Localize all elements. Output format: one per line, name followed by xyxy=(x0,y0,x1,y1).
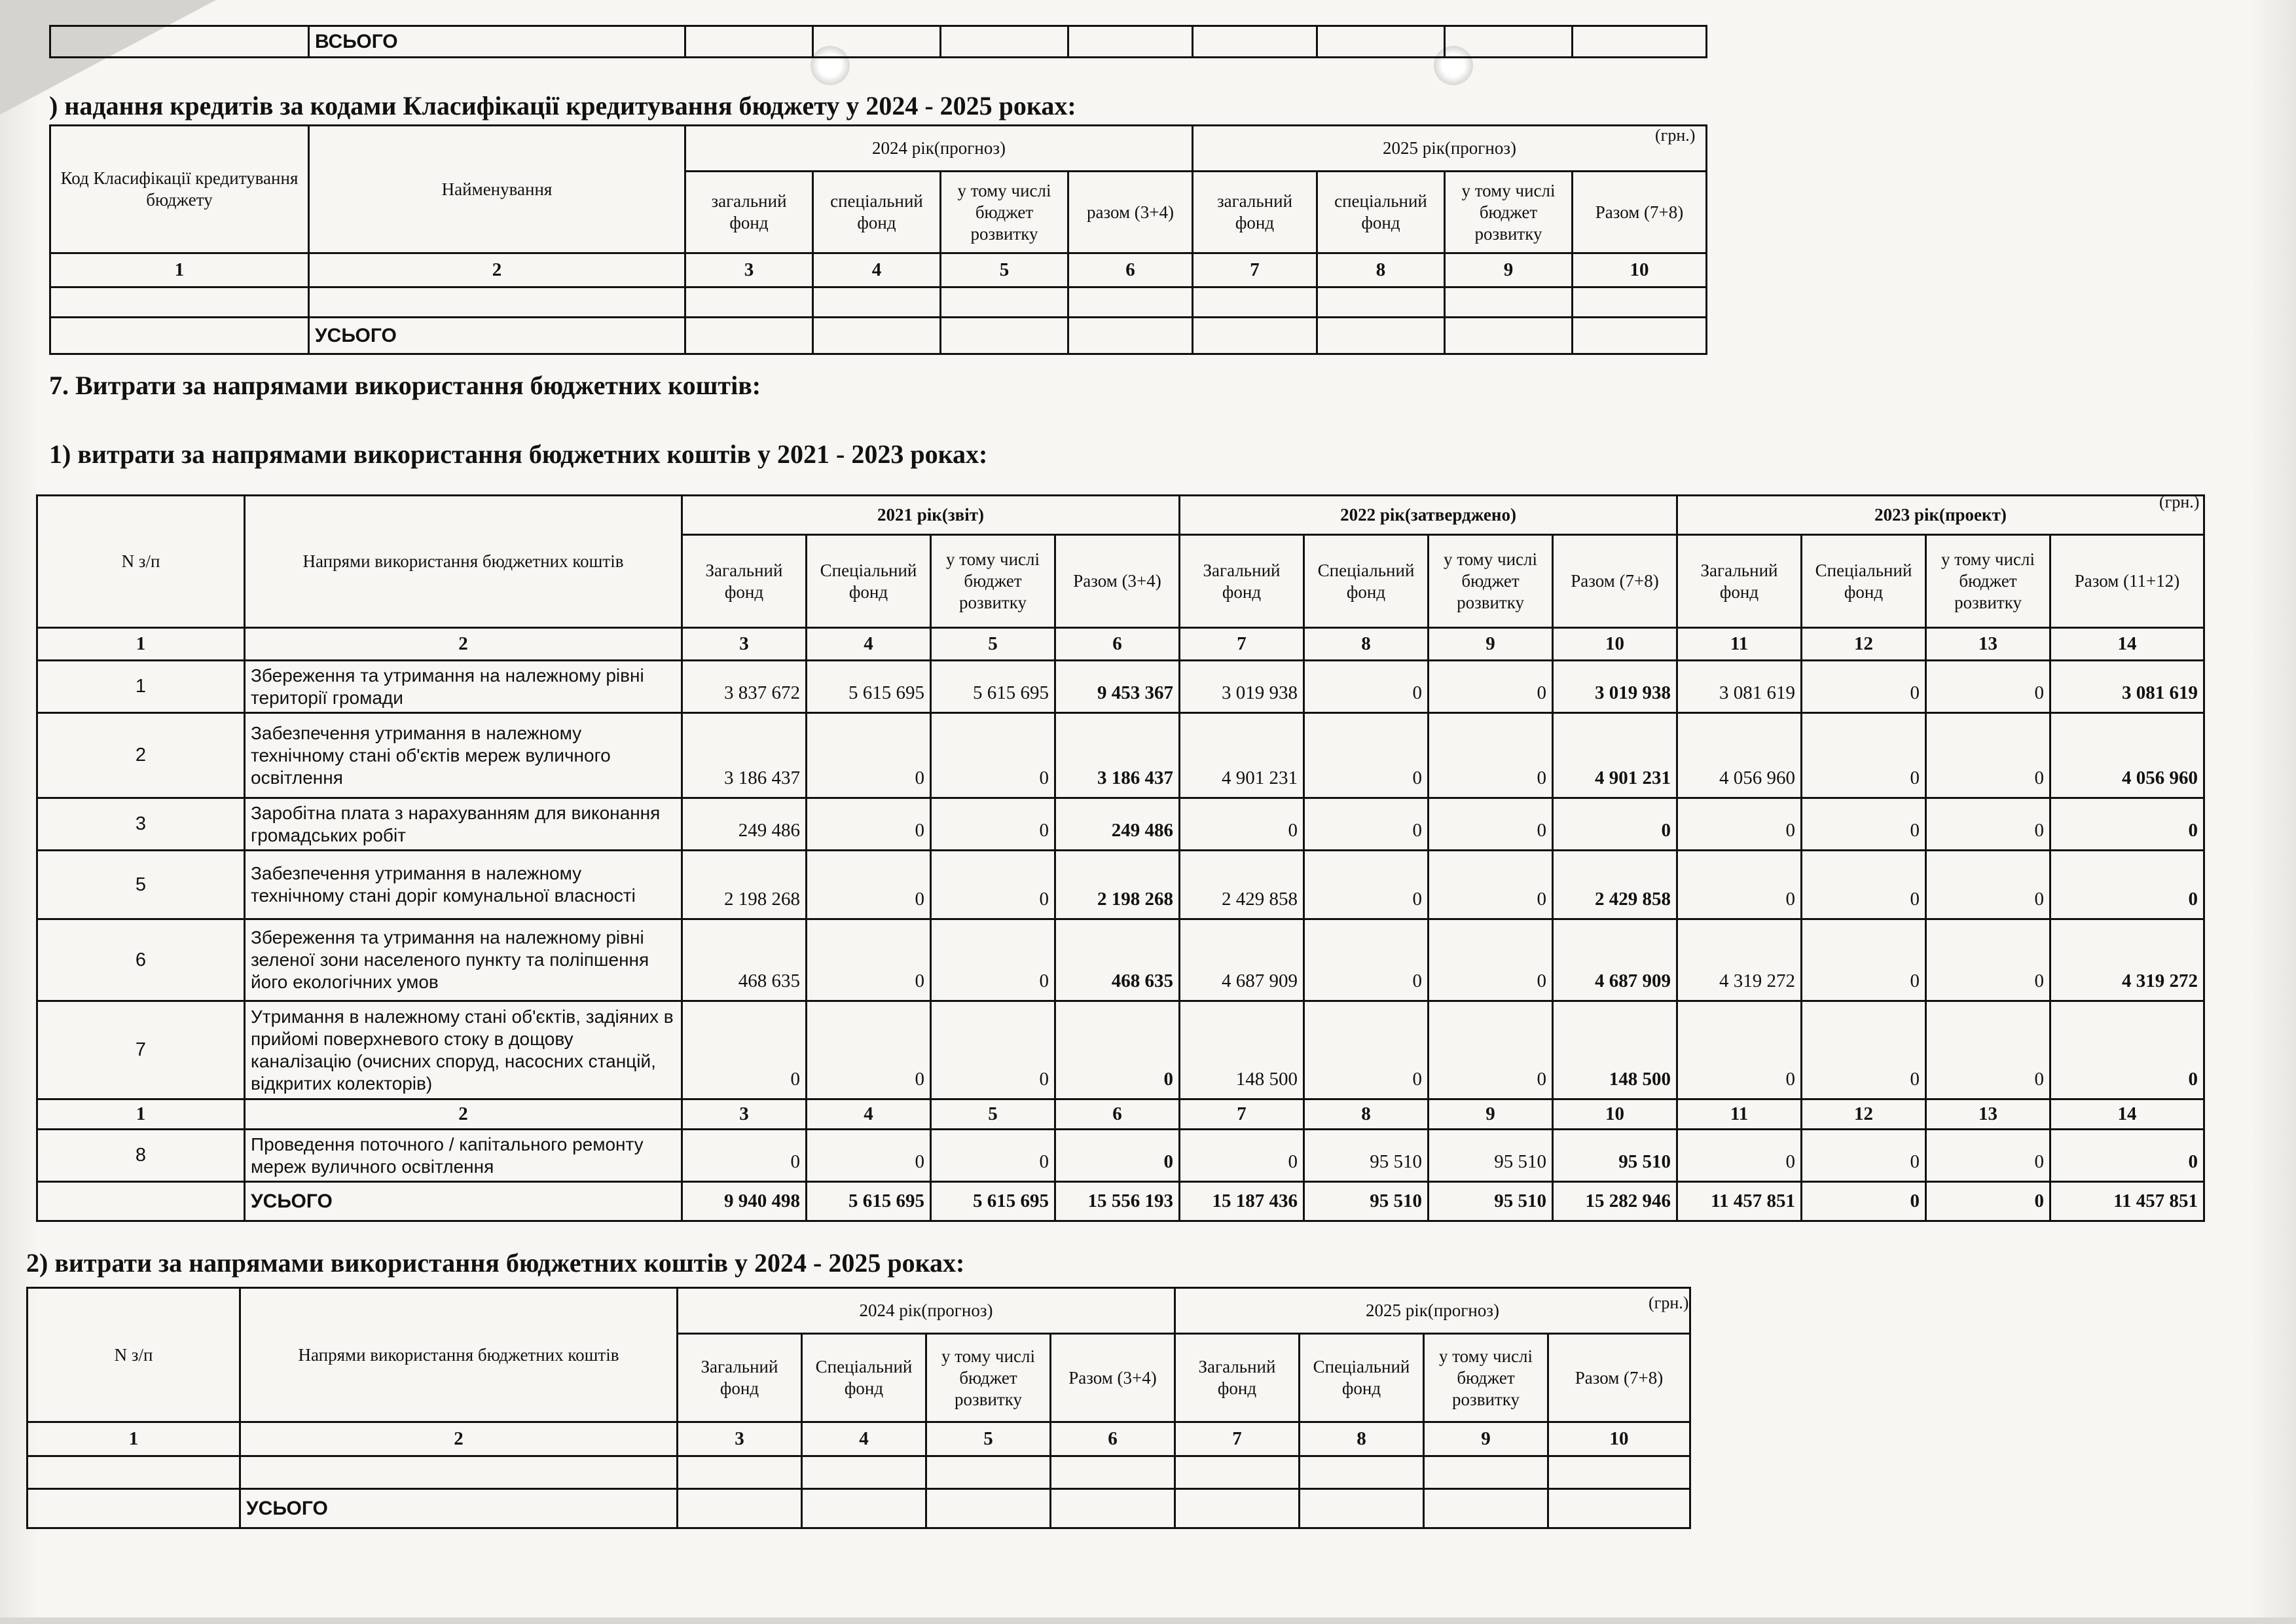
column-number: 3 xyxy=(682,1099,807,1130)
value-cell: 0 xyxy=(1180,798,1304,851)
column-number: 14 xyxy=(2050,628,2204,661)
column-number: 9 xyxy=(1429,1099,1553,1130)
column-number: 5 xyxy=(926,1422,1051,1456)
column-number: 7 xyxy=(1175,1422,1300,1456)
col-header: Загальний фонд xyxy=(1677,535,1802,628)
column-number: 1 xyxy=(27,1422,240,1456)
col-header: Загальний фонд xyxy=(682,535,807,628)
value-cell: 0 xyxy=(1429,919,1553,1001)
value-cell: 4 056 960 xyxy=(1677,713,1802,798)
col-n-header: N з/п xyxy=(37,496,245,628)
row-number: 1 xyxy=(37,661,245,713)
column-number: 8 xyxy=(1304,1099,1429,1130)
value-cell: 0 xyxy=(1677,798,1802,851)
total-value: 0 xyxy=(1926,1182,2050,1221)
value-cell: 0 xyxy=(1304,919,1429,1001)
col-header: Спеціальний фонд xyxy=(1304,535,1429,628)
value-cell: 249 486 xyxy=(682,798,807,851)
column-number: 12 xyxy=(1802,1099,1926,1130)
col-n-header: N з/п xyxy=(27,1288,240,1422)
value-cell: 4 901 231 xyxy=(1553,713,1677,798)
row-number: 8 xyxy=(37,1130,245,1182)
year2-header: 2025 рік(прогноз) xyxy=(1193,126,1707,172)
col-header: Разом (11+12) xyxy=(2050,535,2204,628)
value-cell: 4 056 960 xyxy=(2050,713,2204,798)
value-cell: 2 198 268 xyxy=(1055,851,1180,919)
value-cell: 0 xyxy=(931,1130,1055,1182)
value-cell: 0 xyxy=(1802,1001,1926,1099)
row-number: 3 xyxy=(37,798,245,851)
column-number: 9 xyxy=(1445,253,1573,287)
direction-name: Збереження та утримання на належному рівні території громади xyxy=(245,661,682,713)
col-header: Загальний фонд xyxy=(1175,1334,1300,1422)
column-number: 4 xyxy=(813,253,941,287)
section7-title: 7. Витрати за напрямами використання бюджетних коштів: xyxy=(49,371,761,400)
value-cell: 0 xyxy=(931,798,1055,851)
value-cell: 0 xyxy=(931,851,1055,919)
section7-1-unit: (грн.) xyxy=(2159,492,2200,511)
col-header: у тому числі бюджет розвитку xyxy=(1429,535,1553,628)
value-cell: 3 081 619 xyxy=(2050,661,2204,713)
table-row xyxy=(37,661,2204,713)
value-cell: 148 500 xyxy=(1180,1001,1304,1099)
total-value: 15 187 436 xyxy=(1180,1182,1304,1221)
col-header: загальний фонд xyxy=(685,172,813,253)
value-cell: 468 635 xyxy=(1055,919,1180,1001)
year-2023-header: 2023 рік(проект) xyxy=(1677,496,2204,535)
value-cell: 4 687 909 xyxy=(1553,919,1677,1001)
value-cell: 0 xyxy=(807,919,931,1001)
column-number: 12 xyxy=(1802,628,1926,661)
value-cell: 4 901 231 xyxy=(1180,713,1304,798)
col-header: Разом (7+8) xyxy=(1573,172,1707,253)
col-header: у тому числі бюджет розвитку xyxy=(931,535,1055,628)
value-cell: 0 xyxy=(1304,661,1429,713)
column-number: 10 xyxy=(1553,1099,1677,1130)
col-header: Спеціальний фонд xyxy=(1802,535,1926,628)
value-cell: 0 xyxy=(931,919,1055,1001)
direction-name: Забезпечення утримання в належному технічному стані об'єктів мереж вуличного освітлення xyxy=(245,713,682,798)
table-row xyxy=(50,287,1707,318)
value-cell: 9 453 367 xyxy=(1055,661,1180,713)
column-number: 8 xyxy=(1317,253,1445,287)
col-header: у тому числі бюджет розвитку xyxy=(1926,535,2050,628)
column-number: 1 xyxy=(50,253,309,287)
column-number: 13 xyxy=(1926,1099,2050,1130)
value-cell: 468 635 xyxy=(682,919,807,1001)
direction-name: Збереження та утримання на належному рівні зеленої зони населеного пункту та поліпшення його екологічних умов xyxy=(245,919,682,1001)
total-value: 5 615 695 xyxy=(807,1182,931,1221)
column-number: 7 xyxy=(1193,253,1317,287)
page-bottom-edge xyxy=(0,1617,2296,1624)
value-cell: 0 xyxy=(1429,1001,1553,1099)
total-value: 15 556 193 xyxy=(1055,1182,1180,1221)
value-cell: 0 xyxy=(1429,661,1553,713)
value-cell: 0 xyxy=(931,713,1055,798)
col-header: Спеціальний фонд xyxy=(807,535,931,628)
total-value: 11 457 851 xyxy=(2050,1182,2204,1221)
value-cell: 0 xyxy=(807,851,931,919)
col-header: загальний фонд xyxy=(1193,172,1317,253)
column-number: 2 xyxy=(309,253,685,287)
value-cell: 148 500 xyxy=(1553,1001,1677,1099)
total-value: 5 615 695 xyxy=(931,1182,1055,1221)
expenditures-2021-2023-table xyxy=(36,494,2205,1222)
year-2024-header: 2024 рік(прогноз) xyxy=(678,1288,1175,1334)
total-label: УСЬОГО xyxy=(240,1489,678,1528)
col-name-header: Найменування xyxy=(309,126,685,253)
col-header: Спеціальний фонд xyxy=(1300,1334,1424,1422)
column-number: 4 xyxy=(802,1422,926,1456)
value-cell: 0 xyxy=(807,713,931,798)
total-value: 95 510 xyxy=(1429,1182,1553,1221)
value-cell: 0 xyxy=(1055,1130,1180,1182)
column-number: 3 xyxy=(678,1422,802,1456)
year-2021-header: 2021 рік(звіт) xyxy=(682,496,1180,535)
total-value: 0 xyxy=(1802,1182,1926,1221)
value-cell: 0 xyxy=(1180,1130,1304,1182)
section-credit-unit: (грн.) xyxy=(1655,126,1696,145)
value-cell: 0 xyxy=(807,1001,931,1099)
credit-table xyxy=(49,124,1707,355)
col-direction-header: Напрями використання бюджетних коштів xyxy=(240,1288,678,1422)
value-cell: 0 xyxy=(1677,1001,1802,1099)
total-label: УСЬОГО xyxy=(245,1182,682,1221)
column-number: 7 xyxy=(1180,628,1304,661)
column-number: 13 xyxy=(1926,628,2050,661)
value-cell: 0 xyxy=(1304,851,1429,919)
column-number: 4 xyxy=(807,628,931,661)
value-cell: 95 510 xyxy=(1429,1130,1553,1182)
table-row xyxy=(37,1130,2204,1182)
col-header: Разом (3+4) xyxy=(1051,1334,1175,1422)
column-number: 8 xyxy=(1300,1422,1424,1456)
value-cell: 0 xyxy=(2050,1130,2204,1182)
value-cell: 0 xyxy=(1677,1130,1802,1182)
total-row xyxy=(27,1489,1690,1528)
value-cell: 0 xyxy=(1304,798,1429,851)
col-header: у тому числі бюджет розвитку xyxy=(1424,1334,1548,1422)
direction-name: Утримання в належному стані об'єктів, задіяних в прийомі поверхневого стоку в дощову каналізацію (очисних споруд, насосних станцій, відкритих колекторів) xyxy=(245,1001,682,1099)
value-cell: 0 xyxy=(1055,1001,1180,1099)
col-header: у тому числі бюджет розвитку xyxy=(926,1334,1051,1422)
year-2025-header: 2025 рік(прогноз) xyxy=(1175,1288,1690,1334)
value-cell: 0 xyxy=(1926,661,2050,713)
col-header: Загальний фонд xyxy=(678,1334,802,1422)
value-cell: 0 xyxy=(1802,919,1926,1001)
column-number: 4 xyxy=(807,1099,931,1130)
value-cell: 0 xyxy=(1926,851,2050,919)
value-cell: 0 xyxy=(807,1130,931,1182)
column-number: 1 xyxy=(37,1099,245,1130)
value-cell: 0 xyxy=(2050,798,2204,851)
col-header: Загальний фонд xyxy=(1180,535,1304,628)
direction-name: Заробітна плата з нарахуванням для виконання громадських робіт xyxy=(245,798,682,851)
value-cell: 95 510 xyxy=(1304,1130,1429,1182)
column-number: 6 xyxy=(1055,628,1180,661)
column-number: 5 xyxy=(931,1099,1055,1130)
col-header: у тому числі бюджет розвитку xyxy=(941,172,1068,253)
table-row xyxy=(37,798,2204,851)
column-number: 1 xyxy=(37,628,245,661)
value-cell: 0 xyxy=(1926,1130,2050,1182)
column-number: 11 xyxy=(1677,1099,1802,1130)
column-number: 5 xyxy=(931,628,1055,661)
value-cell: 0 xyxy=(2050,851,2204,919)
value-cell: 4 319 272 xyxy=(2050,919,2204,1001)
column-number: 10 xyxy=(1573,253,1707,287)
value-cell: 2 198 268 xyxy=(682,851,807,919)
column-number: 6 xyxy=(1051,1422,1175,1456)
column-number: 2 xyxy=(245,628,682,661)
table-row xyxy=(37,1001,2204,1099)
total-value: 9 940 498 xyxy=(682,1182,807,1221)
value-cell: 0 xyxy=(1926,798,2050,851)
value-cell: 3 019 938 xyxy=(1553,661,1677,713)
column-number: 10 xyxy=(1553,628,1677,661)
value-cell: 2 429 858 xyxy=(1180,851,1304,919)
column-numbers-row xyxy=(37,628,2204,661)
column-number: 5 xyxy=(941,253,1068,287)
col-header: у тому числі бюджет розвитку xyxy=(1445,172,1573,253)
expenditures-2024-2025-table xyxy=(26,1287,1691,1529)
column-number: 10 xyxy=(1548,1422,1690,1456)
value-cell: 0 xyxy=(1802,661,1926,713)
value-cell: 249 486 xyxy=(1055,798,1180,851)
value-cell: 2 429 858 xyxy=(1553,851,1677,919)
table-row xyxy=(37,851,2204,919)
row-number: 2 xyxy=(37,713,245,798)
column-number: 2 xyxy=(240,1422,678,1456)
column-number: 3 xyxy=(682,628,807,661)
table-row xyxy=(27,1456,1690,1489)
section-credit-heading: ) надання кредитів за кодами Класифікації кредитування бюджету у 2024 - 2025 роках: xyxy=(49,91,1076,120)
value-cell: 0 xyxy=(1429,798,1553,851)
col-header: Разом (7+8) xyxy=(1553,535,1677,628)
column-number: 6 xyxy=(1068,253,1193,287)
value-cell: 0 xyxy=(1429,713,1553,798)
col-direction-header: Напрями використання бюджетних коштів xyxy=(245,496,682,628)
value-cell: 0 xyxy=(1304,1001,1429,1099)
value-cell: 0 xyxy=(1926,1001,2050,1099)
value-cell: 0 xyxy=(1926,713,2050,798)
col-header: Разом (7+8) xyxy=(1548,1334,1690,1422)
column-number: 3 xyxy=(685,253,813,287)
column-number: 11 xyxy=(1677,628,1802,661)
col-code-header: Код Класифікації кредитування бюджету xyxy=(50,126,309,253)
value-cell: 3 019 938 xyxy=(1180,661,1304,713)
value-cell: 0 xyxy=(807,798,931,851)
value-cell: 0 xyxy=(1553,798,1677,851)
value-cell: 0 xyxy=(1677,851,1802,919)
value-cell: 4 687 909 xyxy=(1180,919,1304,1001)
col-header: спеціальний фонд xyxy=(1317,172,1445,253)
section7-2-unit: (грн.) xyxy=(1649,1293,1689,1312)
total-value: 11 457 851 xyxy=(1677,1182,1802,1221)
value-cell: 0 xyxy=(1802,713,1926,798)
total-row xyxy=(50,318,1707,354)
value-cell: 0 xyxy=(2050,1001,2204,1099)
top-total-label: ВСЬОГО xyxy=(309,26,685,58)
year-2022-header: 2022 рік(затверджено) xyxy=(1180,496,1677,535)
year1-header: 2024 рік(прогноз) xyxy=(685,126,1193,172)
table-row xyxy=(37,713,2204,798)
total-value: 15 282 946 xyxy=(1553,1182,1677,1221)
credit-total-label: УСЬОГО xyxy=(309,318,685,354)
column-number: 7 xyxy=(1180,1099,1304,1130)
section7-2-heading: 2) витрати за напрямами використання бюджетних коштів у 2024 - 2025 роках: xyxy=(26,1248,965,1278)
value-cell: 0 xyxy=(931,1001,1055,1099)
value-cell: 0 xyxy=(1429,851,1553,919)
col-header: спеціальний фонд xyxy=(813,172,941,253)
total-value: 95 510 xyxy=(1304,1182,1429,1221)
column-number: 2 xyxy=(245,1099,682,1130)
column-number: 9 xyxy=(1429,628,1553,661)
column-number: 9 xyxy=(1424,1422,1548,1456)
value-cell: 95 510 xyxy=(1553,1130,1677,1182)
direction-name: Забезпечення утримання в належному технічному стані доріг комунальної власності xyxy=(245,851,682,919)
value-cell: 5 615 695 xyxy=(931,661,1055,713)
column-numbers-row-repeat xyxy=(37,1099,2204,1130)
row-number: 7 xyxy=(37,1001,245,1099)
value-cell: 0 xyxy=(1926,919,2050,1001)
value-cell: 3 081 619 xyxy=(1677,661,1802,713)
value-cell: 0 xyxy=(1802,1130,1926,1182)
value-cell: 4 319 272 xyxy=(1677,919,1802,1001)
top-fragment-table xyxy=(49,25,1707,58)
value-cell: 0 xyxy=(682,1130,807,1182)
column-number: 8 xyxy=(1304,628,1429,661)
column-number: 14 xyxy=(2050,1099,2204,1130)
section7-1-heading: 1) витрати за напрямами використання бюджетних коштів у 2021 - 2023 роках: xyxy=(49,439,988,469)
value-cell: 0 xyxy=(1802,798,1926,851)
table-row xyxy=(37,919,2204,1001)
column-number: 6 xyxy=(1055,1099,1180,1130)
direction-name: Проведення поточного / капітального ремонту мереж вуличного освітлення xyxy=(245,1130,682,1182)
col-header: Разом (3+4) xyxy=(1055,535,1180,628)
row-number: 6 xyxy=(37,919,245,1001)
total-row xyxy=(37,1182,2204,1221)
value-cell: 3 186 437 xyxy=(682,713,807,798)
value-cell: 3 837 672 xyxy=(682,661,807,713)
value-cell: 0 xyxy=(1304,713,1429,798)
row-number: 5 xyxy=(37,851,245,919)
value-cell: 5 615 695 xyxy=(807,661,931,713)
value-cell: 0 xyxy=(1802,851,1926,919)
col-header: разом (3+4) xyxy=(1068,172,1193,253)
value-cell: 3 186 437 xyxy=(1055,713,1180,798)
col-header: Спеціальний фонд xyxy=(802,1334,926,1422)
value-cell: 0 xyxy=(682,1001,807,1099)
